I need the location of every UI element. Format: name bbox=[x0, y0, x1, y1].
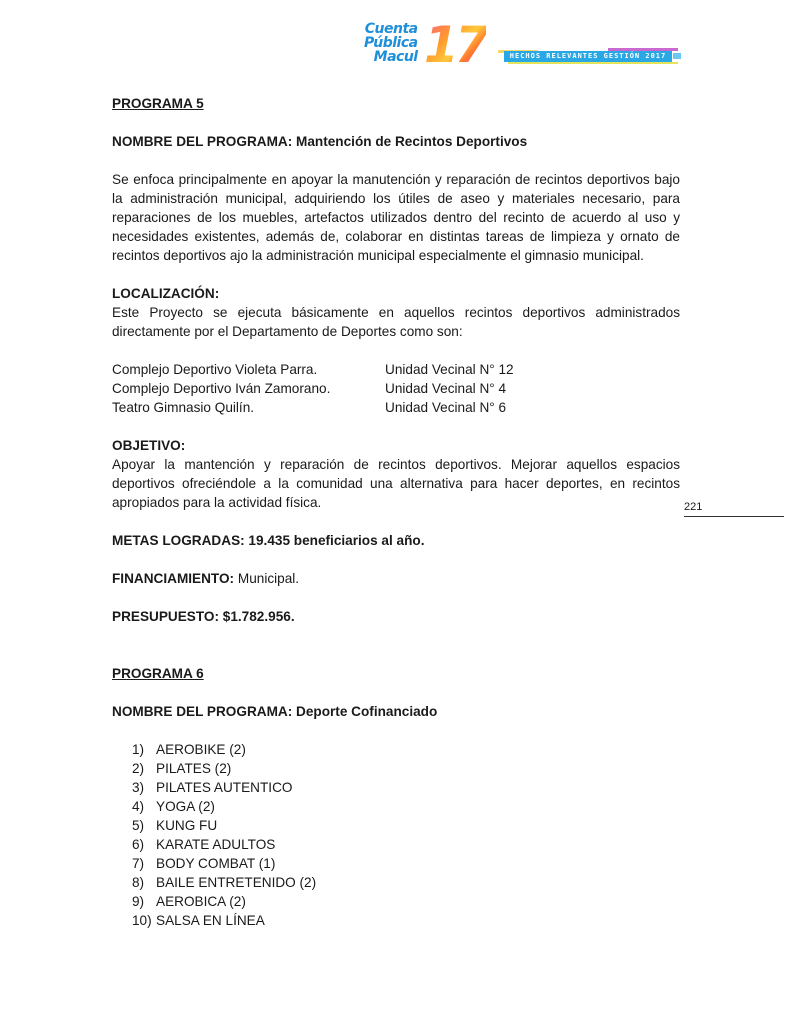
objetivo-label: OBJETIVO: bbox=[112, 438, 186, 453]
nombre-value: Mantención de Recintos Deportivos bbox=[292, 134, 528, 149]
financiamiento-label: FINANCIAMIENTO: bbox=[112, 571, 235, 586]
list-number: 5) bbox=[132, 818, 145, 833]
location-unit: Unidad Vecinal N° 12 bbox=[385, 362, 514, 377]
list-item bbox=[112, 892, 680, 911]
logo-line-1: Cuenta bbox=[364, 21, 418, 37]
list-number: 2) bbox=[132, 761, 145, 776]
programa6-activities-list bbox=[112, 740, 680, 930]
localizacion-label: LOCALIZACIÓN: bbox=[112, 286, 220, 301]
logo-year: 17 bbox=[424, 16, 486, 74]
list-label: SALSA EN LÍNEA bbox=[156, 913, 265, 928]
location-name: Teatro Gimnasio Quilín. bbox=[112, 400, 255, 415]
hechos-relevantes-banner bbox=[498, 48, 688, 64]
programa5-heading: PROGRAMA 5 bbox=[112, 96, 204, 111]
metas-logradas: METAS LOGRADAS: 19.435 beneficiarios al año. bbox=[112, 533, 425, 548]
banner-text: HECHOS RELEVANTES GESTIÓN 2017 bbox=[509, 52, 667, 60]
list-item bbox=[112, 911, 680, 930]
list-number: 8) bbox=[132, 875, 145, 890]
list-label: YOGA (2) bbox=[156, 799, 215, 814]
list-item bbox=[112, 854, 680, 873]
location-row bbox=[112, 360, 680, 379]
list-label: BAILE ENTRETENIDO (2) bbox=[156, 875, 317, 890]
page-number: 221 bbox=[684, 500, 784, 517]
programa5-description: Se enfoca principalmente en apoyar la manutención y reparación de recintos deportivos bajo la administración municipal, adquiriendo los útiles de aseo y materiales necesario, para reparaciones de los muebles, artefactos utilizados dentro del recinto de acuerdo al uso y necesidades existentes, además de, colaborar en distintas tareas de limpieza y ornato de recintos deportivos ajo la administración municipal especialmente el gimnasio municipal. bbox=[112, 172, 680, 263]
list-item bbox=[112, 835, 680, 854]
financiamiento bbox=[112, 569, 680, 588]
locations-list bbox=[112, 360, 680, 417]
list-label: PILATES (2) bbox=[156, 761, 232, 776]
page-header bbox=[360, 18, 690, 74]
document-body bbox=[112, 94, 680, 930]
list-number: 10) bbox=[132, 913, 152, 928]
logo-line-2: Pública bbox=[364, 35, 418, 51]
cuenta-publica-macul-logo bbox=[360, 18, 490, 74]
localizacion-text: Este Proyecto se ejecuta básicamente en aquellos recintos deportivos administrados directamente por el Departamento de Deportes como son: bbox=[112, 305, 680, 339]
list-label: PILATES AUTENTICO bbox=[156, 780, 293, 795]
list-number: 3) bbox=[132, 780, 145, 795]
logo-text bbox=[364, 22, 418, 64]
programa6-heading: PROGRAMA 6 bbox=[112, 666, 204, 681]
list-number: 9) bbox=[132, 894, 145, 909]
presupuesto: PRESUPUESTO: $1.782.956. bbox=[112, 609, 295, 624]
nombre-label: NOMBRE DEL PROGRAMA: bbox=[112, 134, 293, 149]
list-item bbox=[112, 778, 680, 797]
location-row bbox=[112, 379, 680, 398]
list-item bbox=[112, 816, 680, 835]
list-item bbox=[112, 759, 680, 778]
financiamiento-value: Municipal. bbox=[234, 571, 300, 586]
location-name: Complejo Deportivo Iván Zamorano. bbox=[112, 381, 331, 396]
nombre-label: NOMBRE DEL PROGRAMA: bbox=[112, 704, 293, 719]
programa5-nombre bbox=[112, 132, 680, 151]
logo-line-3: Macul bbox=[373, 49, 418, 65]
objetivo-text: Apoyar la mantención y reparación de recintos deportivos. Mejorar aquellos espacios deportivos ofreciéndole a la comunidad una alternativa para hacer deportes, en recintos apropiados para la actividad física. bbox=[112, 457, 680, 510]
list-label: KARATE ADULTOS bbox=[156, 837, 276, 852]
list-item bbox=[112, 740, 680, 759]
banner-decoration bbox=[673, 53, 681, 59]
list-number: 6) bbox=[132, 837, 145, 852]
programa6-nombre bbox=[112, 702, 680, 721]
list-item bbox=[112, 797, 680, 816]
location-row bbox=[112, 398, 680, 417]
banner-decoration bbox=[508, 62, 678, 64]
list-label: BODY COMBAT (1) bbox=[156, 856, 276, 871]
list-item bbox=[112, 873, 680, 892]
list-number: 7) bbox=[132, 856, 145, 871]
list-label: AEROBICA (2) bbox=[156, 894, 246, 909]
location-unit: Unidad Vecinal N° 4 bbox=[385, 381, 507, 396]
location-unit: Unidad Vecinal N° 6 bbox=[385, 400, 507, 415]
list-number: 1) bbox=[132, 742, 145, 757]
list-label: AEROBIKE (2) bbox=[156, 742, 246, 757]
list-label: KUNG FU bbox=[156, 818, 218, 833]
nombre-value: Deporte Cofinanciado bbox=[292, 704, 438, 719]
location-name: Complejo Deportivo Violeta Parra. bbox=[112, 362, 318, 377]
list-number: 4) bbox=[132, 799, 145, 814]
